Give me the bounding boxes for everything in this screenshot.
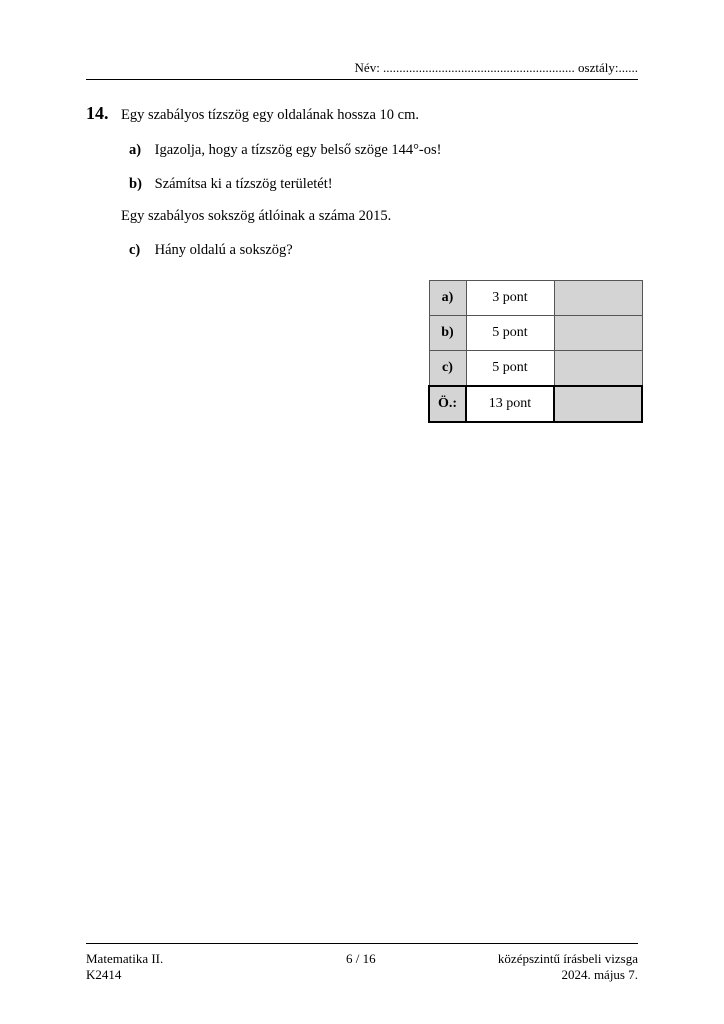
item-text: Számítsa ki a tízszög területét! [154,176,333,192]
score-points: 3 pont [466,281,554,316]
question-item-c [129,241,293,259]
footer-exam-level: középszintű írásbeli vizsga [497,951,638,966]
name-class-field: Név: ........................................................... osztály:...... [354,60,638,75]
item-label: c) [129,242,141,258]
question-intro: Egy szabályos tízszög egy oldalának hossza 10 cm. [121,107,419,123]
score-row [429,281,642,316]
score-earned [554,281,642,316]
question-number: 14. [86,103,109,123]
score-label: c) [429,351,466,387]
item-text: Igazolja, hogy a tízszög egy belső szöge 144°-os! [154,142,442,158]
score-earned [554,386,642,422]
question-item-b [129,175,333,193]
score-earned [554,316,642,351]
score-points: 13 pont [466,386,554,422]
score-earned [554,351,642,387]
score-row [429,351,642,387]
footer-code: K2414 [86,967,122,982]
footer-subject: Matematika II. [86,951,164,966]
footer-date: 2024. május 7. [561,967,638,982]
item-text: Hány oldalú a sokszög? [154,242,293,258]
score-points: 5 pont [466,351,554,387]
score-total-row [429,386,642,422]
score-label: a) [429,281,466,316]
footer-divider [86,943,638,944]
score-points: 5 pont [466,316,554,351]
score-label: Ö.: [429,386,466,422]
header-divider [86,79,638,80]
item-label: b) [129,176,142,192]
score-table [428,280,643,423]
score-label: b) [429,316,466,351]
page-number: 6 / 16 [346,951,376,966]
question-item-a [129,141,441,159]
score-row [429,316,642,351]
item-label: a) [129,142,142,158]
question-intro-2: Egy szabályos sokszög átlóinak a száma 2015. [121,208,392,224]
